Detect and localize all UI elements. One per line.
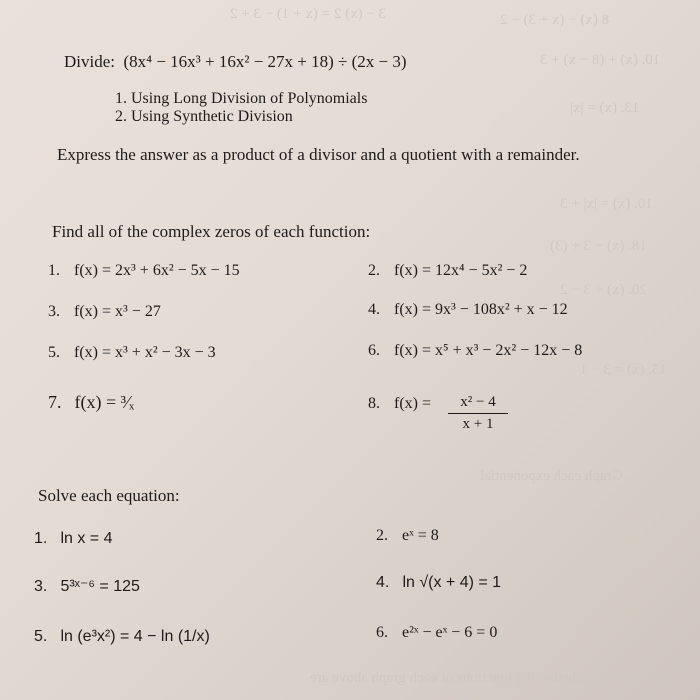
item-function-lhs: f(x) = — [394, 395, 432, 412]
solve-item — [34, 530, 112, 548]
solve-item — [376, 624, 497, 642]
solve-item — [34, 628, 210, 646]
divide-instruction: Express the answer as a product of a divisor and a quotient with a remainder. — [57, 145, 580, 164]
zeros-item — [48, 392, 134, 413]
fraction-denominator: x + 1 — [462, 416, 494, 432]
zeros-item — [48, 344, 216, 362]
item-number: 4. — [376, 574, 390, 591]
item-number: 5. — [34, 628, 48, 645]
item-equation: eˣ = 8 — [402, 527, 439, 544]
item-equation: 5³ˣ⁻⁶ = 125 — [60, 578, 140, 595]
item-function: f(x) = 9x³ − 108x² + x − 12 — [394, 301, 568, 318]
show-through-text: 13. (x) = |x| — [570, 100, 640, 116]
item-equation: ln x = 4 — [60, 530, 113, 547]
zeros-item — [368, 262, 527, 280]
zeros-item — [48, 262, 240, 280]
item-equation: ln (e³x²) = 4 − ln (1/x) — [60, 628, 210, 645]
divide-problem — [64, 52, 407, 72]
show-through-text: 20. (x) + 3 − 2 — [560, 282, 647, 298]
item-equation: ln √(x + 4) = 1 — [402, 574, 502, 591]
method-item: 2. Using Synthetic Division — [115, 108, 293, 125]
zeros-item — [368, 395, 431, 413]
show-through-text: 3 − (x) 2 = (x + 1) − 3 + 2 — [230, 6, 387, 22]
solve-item — [34, 576, 140, 596]
fraction-numerator: x² − 4 — [460, 394, 496, 410]
fraction-bar — [448, 413, 508, 414]
item-number: 6. — [376, 624, 388, 641]
item-number: 6. — [368, 342, 380, 359]
show-through-text: Graph each exponential — [480, 468, 623, 484]
show-through-text: 15. (x) = 3 − 1 — [580, 362, 667, 378]
item-number: 1. — [48, 262, 60, 279]
item-function: f(x) = 2x³ + 6x² − 5x − 15 — [74, 262, 240, 279]
show-through-text: 8 (x) − (x + 3) − 2 — [500, 12, 610, 28]
item-number: 7. — [48, 392, 62, 412]
zeros-item — [368, 301, 568, 319]
item-equation: e²ˣ − eˣ − 6 = 0 — [402, 624, 498, 641]
solve-item — [376, 574, 501, 592]
item-number: 1. — [34, 530, 48, 547]
item-number: 2. — [376, 527, 388, 544]
item-number: 3. — [34, 578, 48, 595]
show-through-text: Determine whether the functions of each graph above are — [310, 670, 655, 686]
solve-item — [376, 527, 439, 545]
item-function: f(x) = x³ + x² − 3x − 3 — [74, 344, 216, 361]
show-through-text: 18. (x) − 3 + (3) — [550, 238, 647, 254]
item-function: f(x) = x³ − 27 — [74, 303, 161, 320]
divide-expression: (8x⁴ − 16x³ + 16x² − 27x + 18) ÷ (2x − 3) — [123, 52, 407, 71]
item-number: 4. — [368, 301, 380, 318]
fraction — [448, 394, 508, 433]
show-through-text: 10. (x) + (8 − x) + 3 — [540, 52, 661, 68]
item-number: 5. — [48, 344, 60, 361]
zeros-item — [368, 342, 582, 360]
item-number: 3. — [48, 303, 60, 320]
item-number: 8. — [368, 395, 380, 412]
show-through-text: 10. (x) = |x| + 3 — [560, 196, 653, 212]
solve-heading: Solve each equation: — [38, 486, 180, 505]
method-item: 1. Using Long Division of Polynomials — [115, 90, 368, 107]
item-function: f(x) = x⁵ + x³ − 2x² − 12x − 8 — [394, 342, 583, 359]
item-number: 2. — [368, 262, 380, 279]
zeros-heading: Find all of the complex zeros of each function: — [52, 222, 371, 241]
item-function: f(x) = ³⁄ₓ — [74, 392, 135, 412]
divide-label: Divide: — [64, 52, 115, 71]
item-function: f(x) = 12x⁴ − 5x² − 2 — [394, 262, 528, 279]
zeros-item — [48, 303, 161, 321]
